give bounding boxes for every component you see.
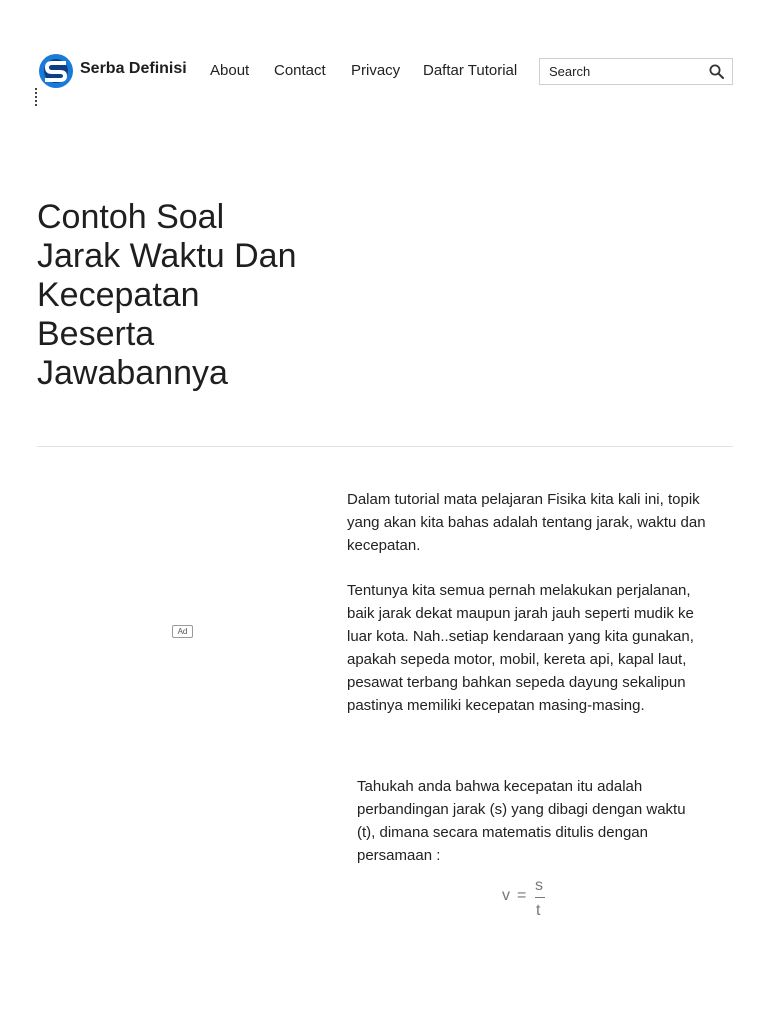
nav-contact[interactable]: Contact [274, 62, 326, 79]
title-divider [37, 446, 733, 447]
formula-equals: = [517, 887, 527, 904]
ad-badge[interactable]: Ad [172, 625, 193, 638]
nav-about[interactable]: About [210, 62, 250, 79]
search-icon[interactable] [708, 63, 726, 81]
formula-denominator: t [536, 902, 541, 919]
nav-daftar-tutorial[interactable]: Daftar Tutorial [423, 62, 518, 79]
search-box [539, 58, 733, 85]
article-paragraph: Dalam tutorial mata pelajaran Fisika kita kali ini, topik yang akan kita bahas adalah tentang jarak, waktu dan kecepatan. [347, 491, 706, 554]
site-logo-icon[interactable] [38, 53, 74, 89]
formula-variable: v [502, 887, 510, 904]
article-body [347, 488, 707, 739]
fraction-bar [535, 897, 545, 898]
article-quote: Tahukah anda bahwa kecepatan itu adalah perbandingan jarak (s) yang dibagi dengan waktu (t), dimana secara matematis ditulis dengan persamaan : [357, 778, 686, 864]
velocity-formula [502, 877, 562, 923]
site-brand[interactable]: Serba Definisi [80, 60, 187, 77]
formula-numerator: s [535, 877, 543, 894]
article-paragraph: Tentunya kita semua pernah melakukan perjalanan, baik jarak dekat maupun jarah jauh seperti mudik ke luar kota. Nah..setiap kendaraan yang kita gunakan, apakah sepeda motor, mobil, kereta api, kapal laut, pesawat terbang bahkan sepeda dayung sekalipun pastinya memiliki kecepatan masing-masing. [347, 582, 694, 714]
menu-toggle-icon[interactable] [35, 88, 39, 106]
search-input[interactable] [540, 59, 705, 84]
nav-privacy[interactable]: Privacy [351, 62, 401, 79]
site-header [0, 0, 768, 110]
article-title: Contoh Soal Jarak Waktu Dan Kecepatan Beserta Jawabannya [37, 198, 297, 392]
